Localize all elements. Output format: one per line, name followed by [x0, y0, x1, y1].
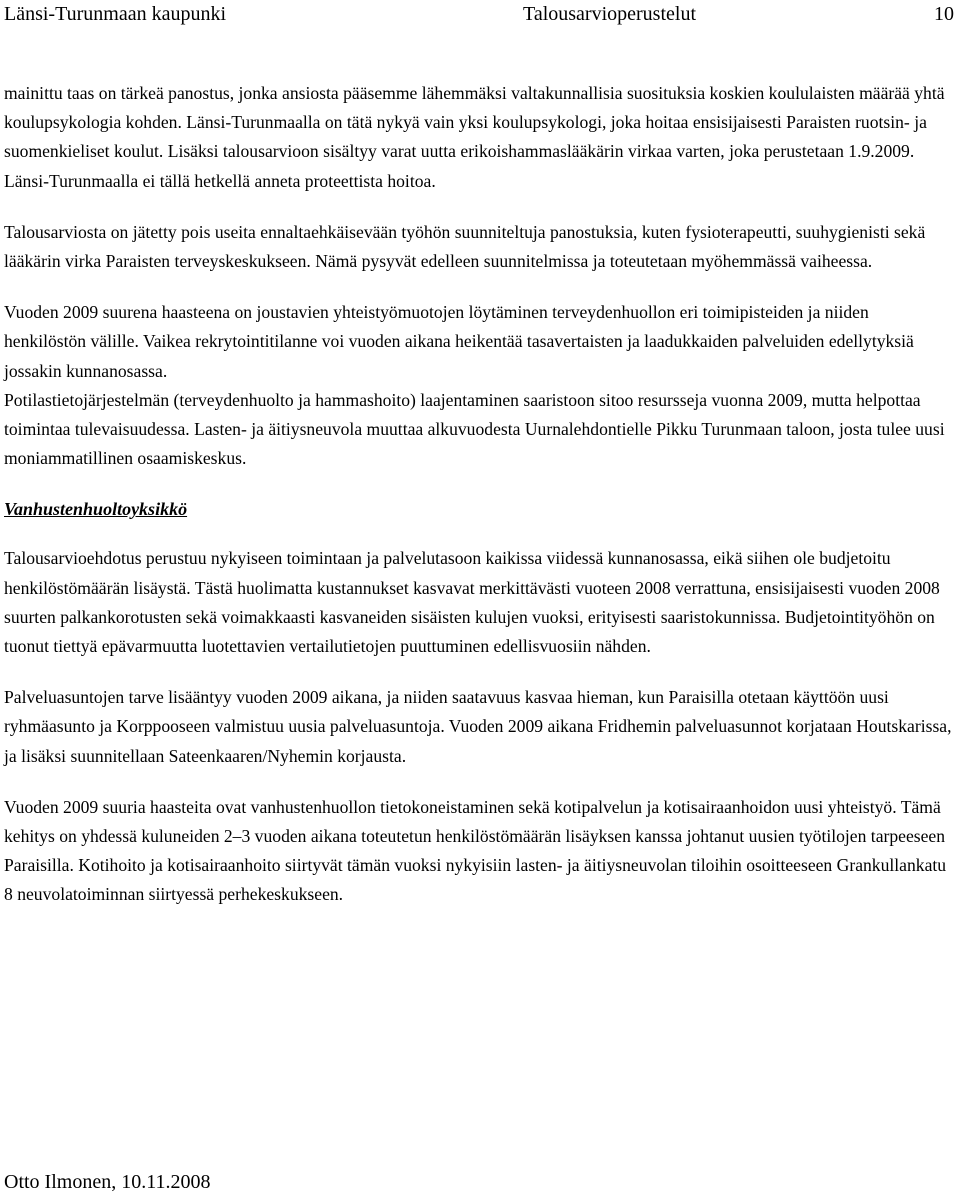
header-document-title: Talousarvioperustelut	[523, 3, 696, 25]
paragraph-haasteet: Vuoden 2009 suuria haasteita ovat vanhustenhuollon tietokoneistaminen sekä kotipalvelun ja kotisairaanhoidon uusi yhteistyö. Tämä kehitys on yhdessä kuluneiden 2–3 vuoden aikana toteutetun henkilöstömäärän lisäyksen kanssa johtanut uusien työtilojen tarpeeseen Paraisilla. Kotihoito ja kotisairaanhoito siirtyvät tämän vuoksi nykyisiin lasten- ja äitiysneuvolan tiloihin osoitteeseen Grankullankatu 8 neuvolatoiminnan siirtyessä perhekeskukseen.	[4, 796, 947, 905]
paragraph-potilastieto: Potilastietojärjestelmän (terveydenhuolto ja hammashoito) laajentaminen saaristoon sitoo resursseja vuonna 2009, mutta helpottaa toimintaa tulevaisuudessa. Lasten- ja äitiysneuvola muuttaa alkuvuodesta Uurnalehdontielle Pikku Turunmaan taloon, josta tulee uusi moniammatillinen osaamiskeskus.	[4, 389, 945, 469]
section-heading-vanhustenhuolto: Vanhustenhuoltoyksikkö	[4, 499, 188, 520]
paragraph-koulupsykologi: mainittu taas on tärkeä panostus, jonka ansiosta pääsemme lähemmäksi valtakunnallisia suosituksia koskien koululaisten määrää yhtä koulupsykologia kohden. Länsi-Turunmaalla on tätä nykyä vain yksi koulupsykologi, joka hoitaa ensisijaisesti Paraisten ruotsin- ja suomenkieliset koulut. Lisäksi talousarvioon sisältyy varat uutta erikoishammaslääkärin virkaa varten, joka perustetaan 1.9.2009. Länsi-Turunmaalla ei tällä hetkellä anneta proteettista hoitoa.	[4, 83, 945, 191]
header-page-number: 10	[934, 3, 954, 25]
header-organization: Länsi-Turunmaan kaupunki	[4, 3, 227, 25]
document-body	[4, 79, 954, 932]
paragraph-talousarvioehdotus: Talousarvioehdotus perustuu nykyiseen toimintaan ja palvelutasoon kaikissa viidessä kunnanosassa, eikä siihen ole budjetoitu henkilöstömäärän lisäystä. Tästä huolimatta kustannukset kasvavat merkittävästi vuoteen 2008 verrattuna, ensisijaisesti vuoden 2008 suurten palkankorotusten sekä voimakkaasti kasvaneiden sisäisten kulujen vuoksi, erityisesti saaristokunnissa. Budjetointityöhön on tuonut tiettyä epävarmuutta luotettavien vertailutietojen puuttuminen edellisvuosiin nähden.	[4, 548, 940, 657]
paragraph-ennaltaehkaisy: Talousarviosta on jätetty pois useita ennaltaehkäisevään työhön suunniteltuja panostuksia, kuten fysioterapeutti, suuhygienisti sekä lääkärin virka Paraisten terveyskeskukseen. Nämä pysyvät edelleen suunnitelmissa ja toteutetaan myöhemmässä vaiheessa.	[4, 221, 926, 272]
page-header	[4, 2, 954, 30]
paragraph-yhteistyo: Vuoden 2009 suurena haasteena on joustavien yhteistyömuotojen löytäminen terveydenhuollon eri toimipisteiden ja niiden henkilöstön välille. Vaikea rekrytointitilanne voi vuoden aikana heikentää tasavertaisten ja laadukkaiden palveluiden edellytyksiä jossakin kunnanosassa.	[4, 302, 914, 381]
page-footer: Otto Ilmonen, 10.11.2008	[4, 1171, 211, 1193]
paragraph-palveluasunnot: Palveluasuntojen tarve lisääntyy vuoden 2009 aikana, ja niiden saatavuus kasvaa hieman, kun Paraisilla otetaan käyttöön uusi ryhmäasunto ja Korppooseen valmistuu uusia palveluasuntoja. Vuoden 2009 aikana Fridhemin palveluasunnot korjataan Houtskarissa, ja lisäksi suunnitellaan Sateenkaaren/Nyhemin korjausta.	[4, 687, 952, 766]
